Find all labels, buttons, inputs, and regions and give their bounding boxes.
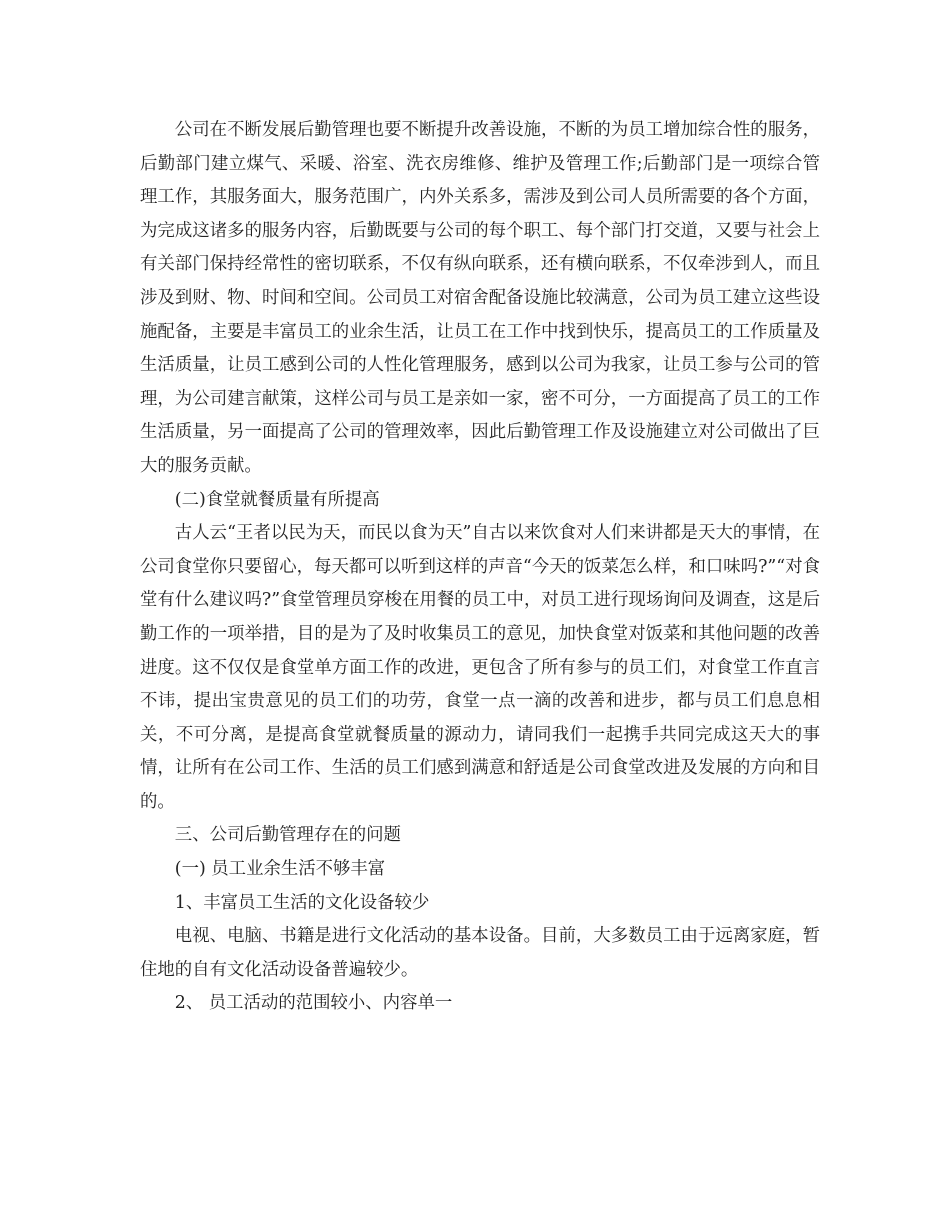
item-heading-cultural-equipment: 1、丰富员工生活的文化设备较少 — [174, 892, 430, 913]
item-heading-activity-scope: 2、 员工活动的范围较小、内容单一 — [174, 993, 453, 1014]
paragraph-logistics-facilities: 公司在不断发展后勤管理也要不断提升改善设施，不断的为员工增加综合性的服务，后勤部门建立煤气、采暖、浴室、洗衣房维修、维护及管理工作;后勤部门是一项综合管理工作，其服务面大，服务范围广，内外关系多，需涉及到公司人员所需要的各个方面，为完成这诸多的服务内容，后勤既要与公司的每个职工、每个部门打交道，又要与社会上有关部门保持经常性的密切联系，不仅有纵向联系，还有横向联系，不仅牵涉到人，而且涉及到财、物、时间和空间。公司员工对宿舍配备设施比较满意，公司为员工建立这些设施配备，主要是丰富员工的业余生活，让员工在工作中找到快乐，提高员工的工作质量及生活质量，让员工感到公司的人性化管理服务，感到以公司为我家，让员工参与公司的管理，为公司建言献策，这样公司与员工是亲如一家，密不可分，一方面提高了员工的工作生活质量，另一面提高了公司的管理效率，因此后勤管理工作及设施建立对公司做出了巨大的服务贡献。 — [140, 120, 820, 476]
section-heading-problems: 三、公司后勤管理存在的问题 — [174, 825, 401, 846]
paragraph-cultural-equipment: 电视、电脑、书籍是进行文化活动的基本设备。目前，大多数员工由于远离家庭，暂住地的自有文化活动设备普遍较少。 — [140, 926, 820, 980]
section-heading-canteen: (二)食堂就餐质量有所提高 — [174, 489, 380, 510]
subsection-heading-leisure: (一) 员工业余生活不够丰富 — [174, 859, 386, 880]
document-body — [140, 114, 820, 1021]
paragraph-canteen-quality: 古人云“王者以民为天，而民以食为天”自古以来饮食对人们来讲都是天大的事情，在公司食堂你只要留心，每天都可以听到这样的声音“今天的饭菜怎么样，和口味吗?”“对食堂有什么建议吗?”食堂管理员穿梭在用餐的员工中，对员工进行现场询问及调查，这是后勤工作的一项举措，目的是为了及时收集员工的意见，加快食堂对饭菜和其他问题的改善进度。这不仅仅是食堂单方面工作的改进，更包含了所有参与的员工们，对食堂工作直言不讳，提出宝贵意见的员工们的功劳，食堂一点一滴的改善和进步，都与员工们息息相关，不可分离，是提高食堂就餐质量的源动力，请同我们一起携手共同完成这天大的事情，让所有在公司工作、生活的员工们感到满意和舒适是公司食堂改进及发展的方向和目的。 — [140, 523, 820, 812]
